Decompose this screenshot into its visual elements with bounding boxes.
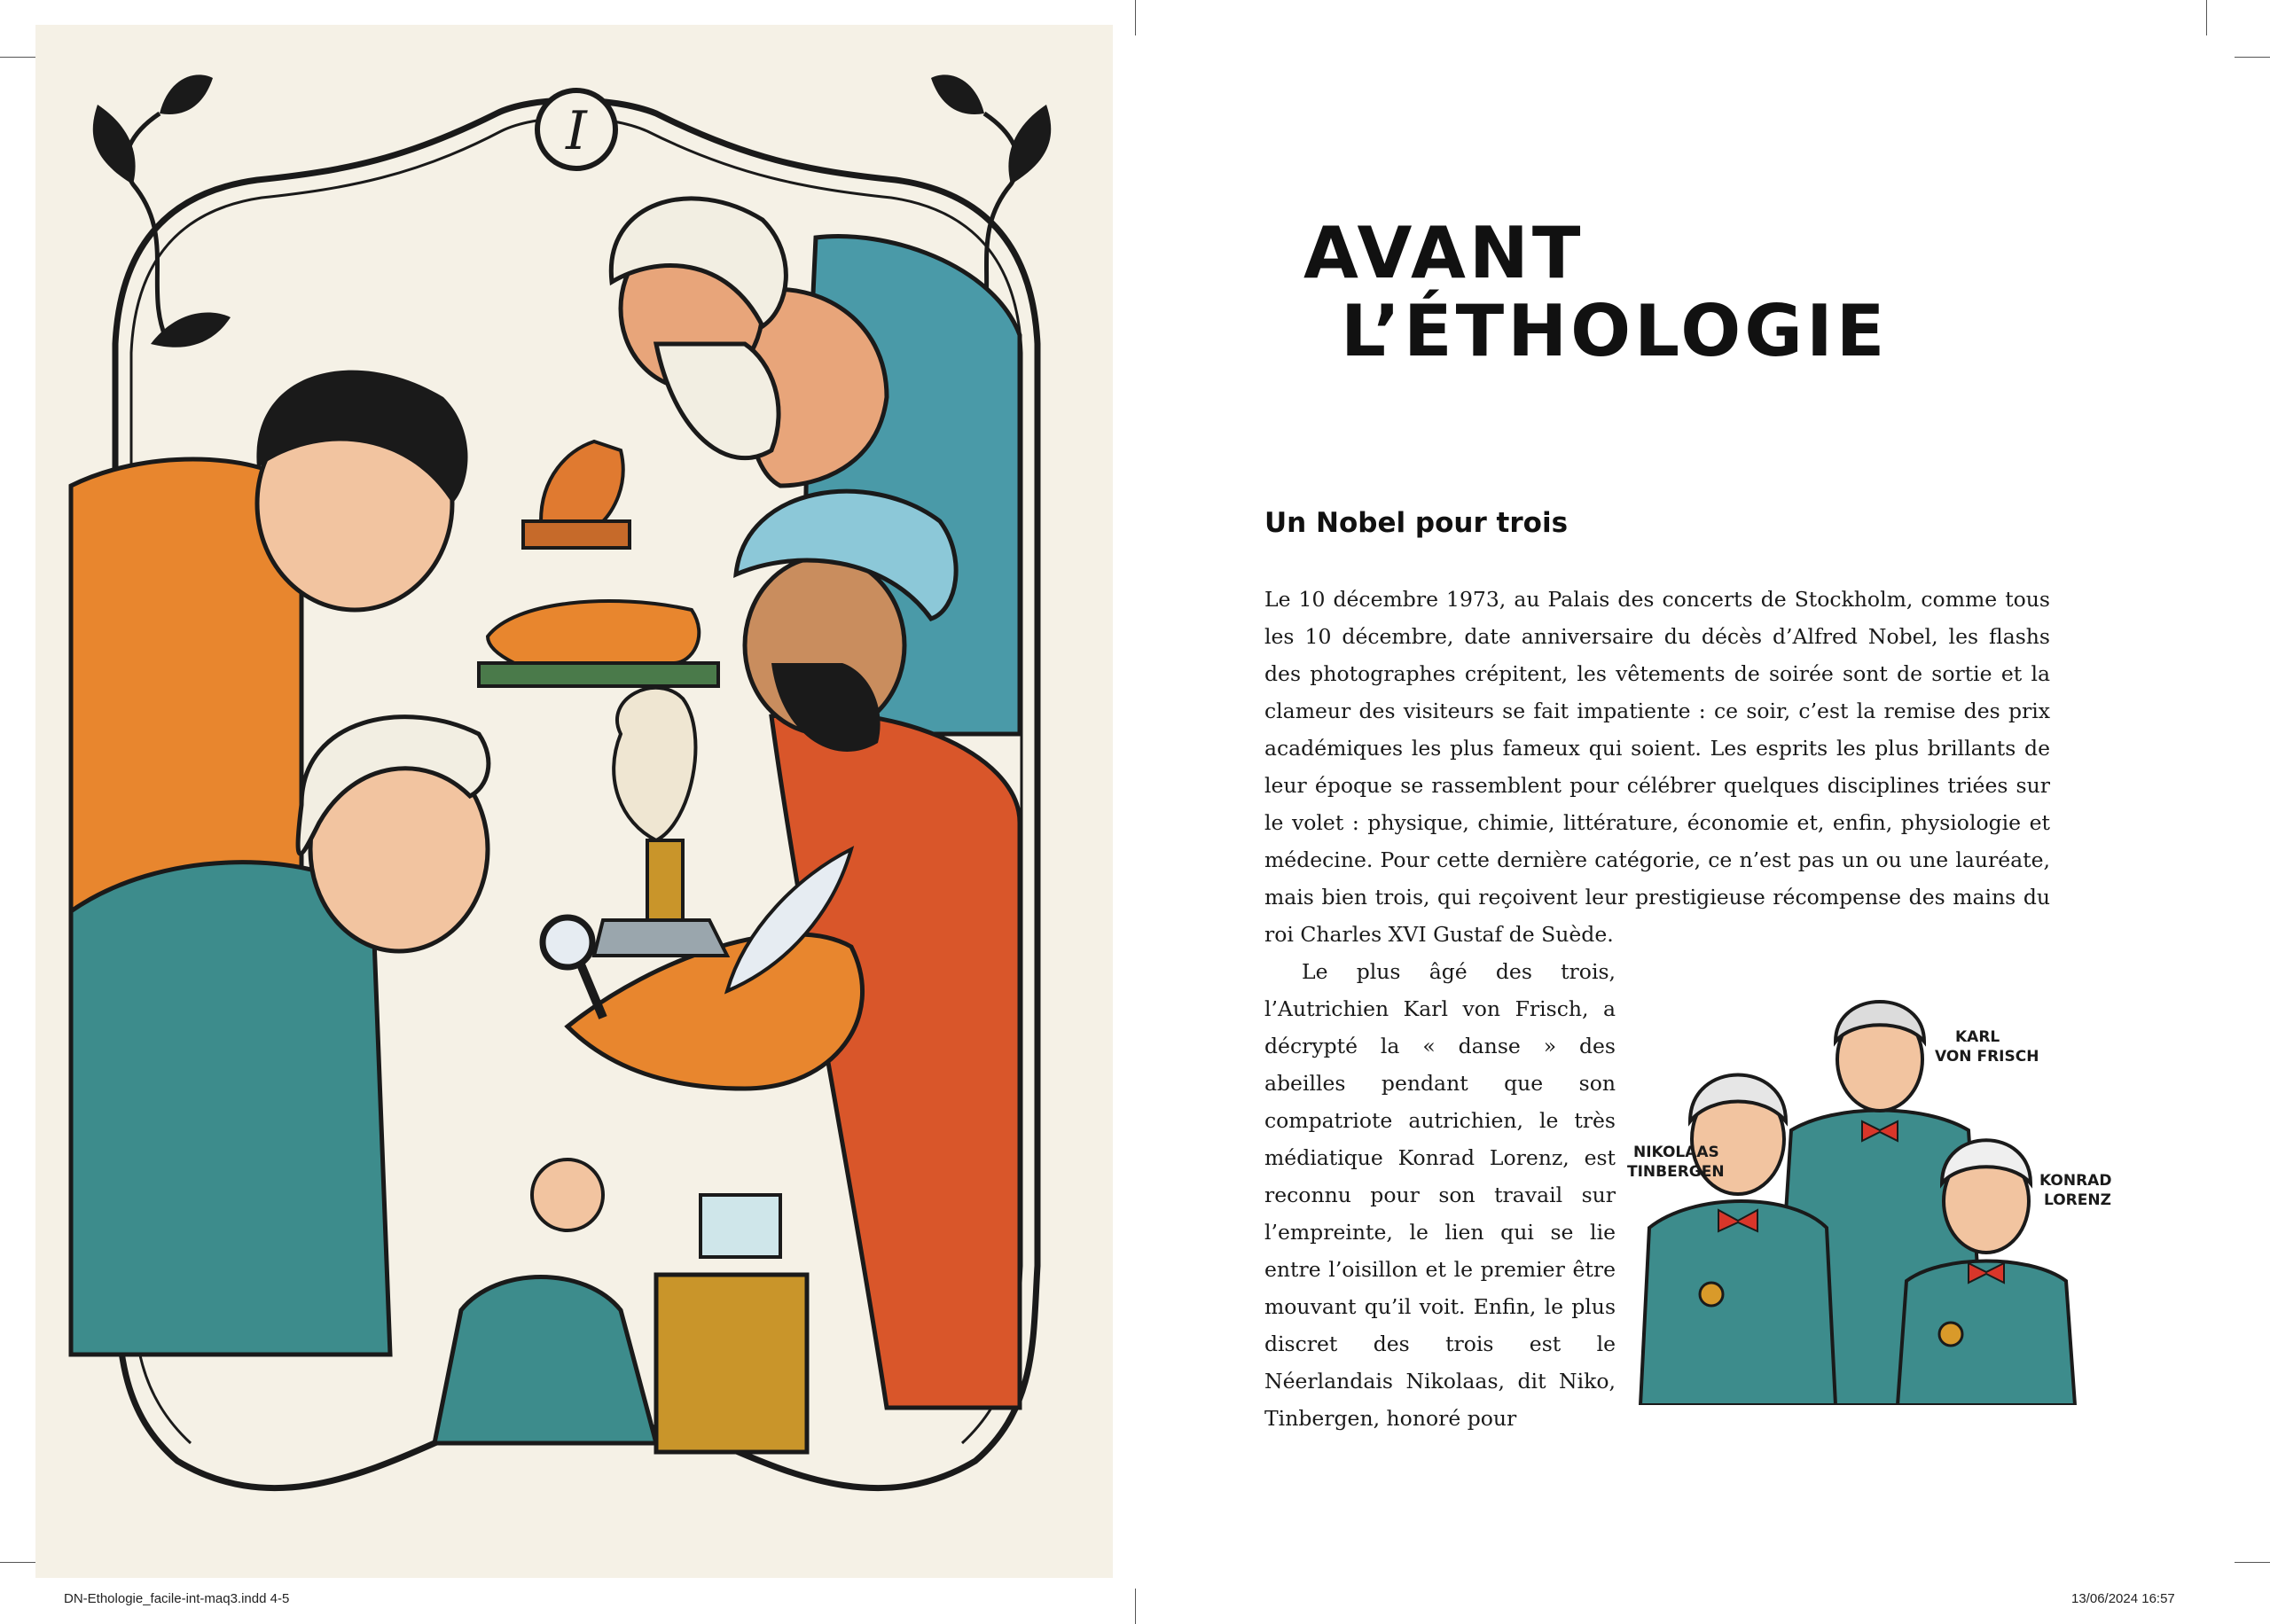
label-niko-line-2: TINBERGEN [1627, 1163, 1725, 1181]
konrad-suit [1898, 1261, 2075, 1406]
scholar-sleeve [568, 934, 863, 1089]
label-niko-line-1: NIKOLAAS [1633, 1144, 1719, 1161]
nobel-laureates-illustration [1614, 944, 2146, 1405]
label-karl-line-2: VON FRISCH [1935, 1048, 2039, 1066]
wigman-coat [71, 863, 390, 1355]
chapter-numeral: I [566, 100, 587, 162]
woman-head [532, 1159, 603, 1230]
chapter-title-line-2: L’ÉTHOLOGIE [1341, 290, 1889, 372]
owl-stand [647, 840, 683, 920]
chapter-title-line-1: AVANT [1303, 212, 1585, 294]
medal-icon [1939, 1323, 1962, 1346]
label-konrad-line-1: KONRAD [2039, 1172, 2112, 1190]
footer-filename: DN-Ethologie_facile-int-maq3.indd 4-5 [64, 1591, 290, 1606]
medal-icon [1700, 1283, 1723, 1306]
tiger-base [479, 663, 718, 686]
crop-mark [0, 1562, 35, 1563]
fox-pedestal [523, 521, 630, 548]
philosopher-beard [656, 344, 779, 458]
left-page-illustration [35, 25, 1113, 1578]
footer-date: 13/06/2024 16:57 [2071, 1591, 2175, 1606]
label-karl-line-1: KARL [1955, 1028, 2000, 1046]
tiger-specimen [488, 601, 699, 663]
paragraph-1: Le 10 décembre 1973, au Palais des concerts de Stockholm, comme tous les 10 décembre, date anniversaire du décès d’Alfred Nobel, les flashs des photographes crépitent, les vêtements de soirée sont de sortie et la clameur des visiteurs se fait impatiente : ce soir, c’est la remise des prix académiques les plus fameux qui soient. Les esprits les plus brillants de leur époque se rassemblent pour célébrer quelques disciplines triées sur le volet : physique, chimie, littérature, économie et, enfin, physiologie et médecine. Pour cette dernière catégorie, ce n’est pas un ou une lauréate, mais bien trois, qui reçoivent leur prestigieuse récompense des mains du roi Charles XVI Gustaf de Suède. [1264, 587, 2050, 947]
woman-dress [434, 1277, 656, 1444]
niko-suit [1640, 1201, 1836, 1405]
leaf [93, 105, 136, 184]
fox-specimen [541, 441, 623, 521]
display-case [701, 1195, 780, 1257]
owl-rock [594, 920, 727, 956]
label-konrad-line-2: LORENZ [2044, 1191, 2111, 1209]
chapter-illustration [35, 25, 1113, 1578]
leaf [931, 74, 984, 114]
leaf [1008, 105, 1051, 184]
cabinet [656, 1275, 807, 1452]
paragraph-2: Le plus âgé des trois, l’Autrichien Karl von Frisch, a décrypté la « danse » des abeilles pendant que son compatriote autrichien, le très médiatique Konrad Lorenz, est reconnu pour son travail sur l’empreinte, le lien qui se lie entre l’oisillon et le premier être mouvant qu’il voit. Enfin, le plus discret des trois est le Néerlandais Nikolaas, dit Niko, Tinbergen, honoré pour [1264, 959, 1616, 1431]
owl-specimen [614, 688, 695, 840]
crop-mark [0, 57, 35, 58]
leaf [160, 74, 213, 114]
section-title: Un Nobel pour trois [1264, 507, 1569, 539]
magnifying-glass-icon [543, 917, 592, 967]
